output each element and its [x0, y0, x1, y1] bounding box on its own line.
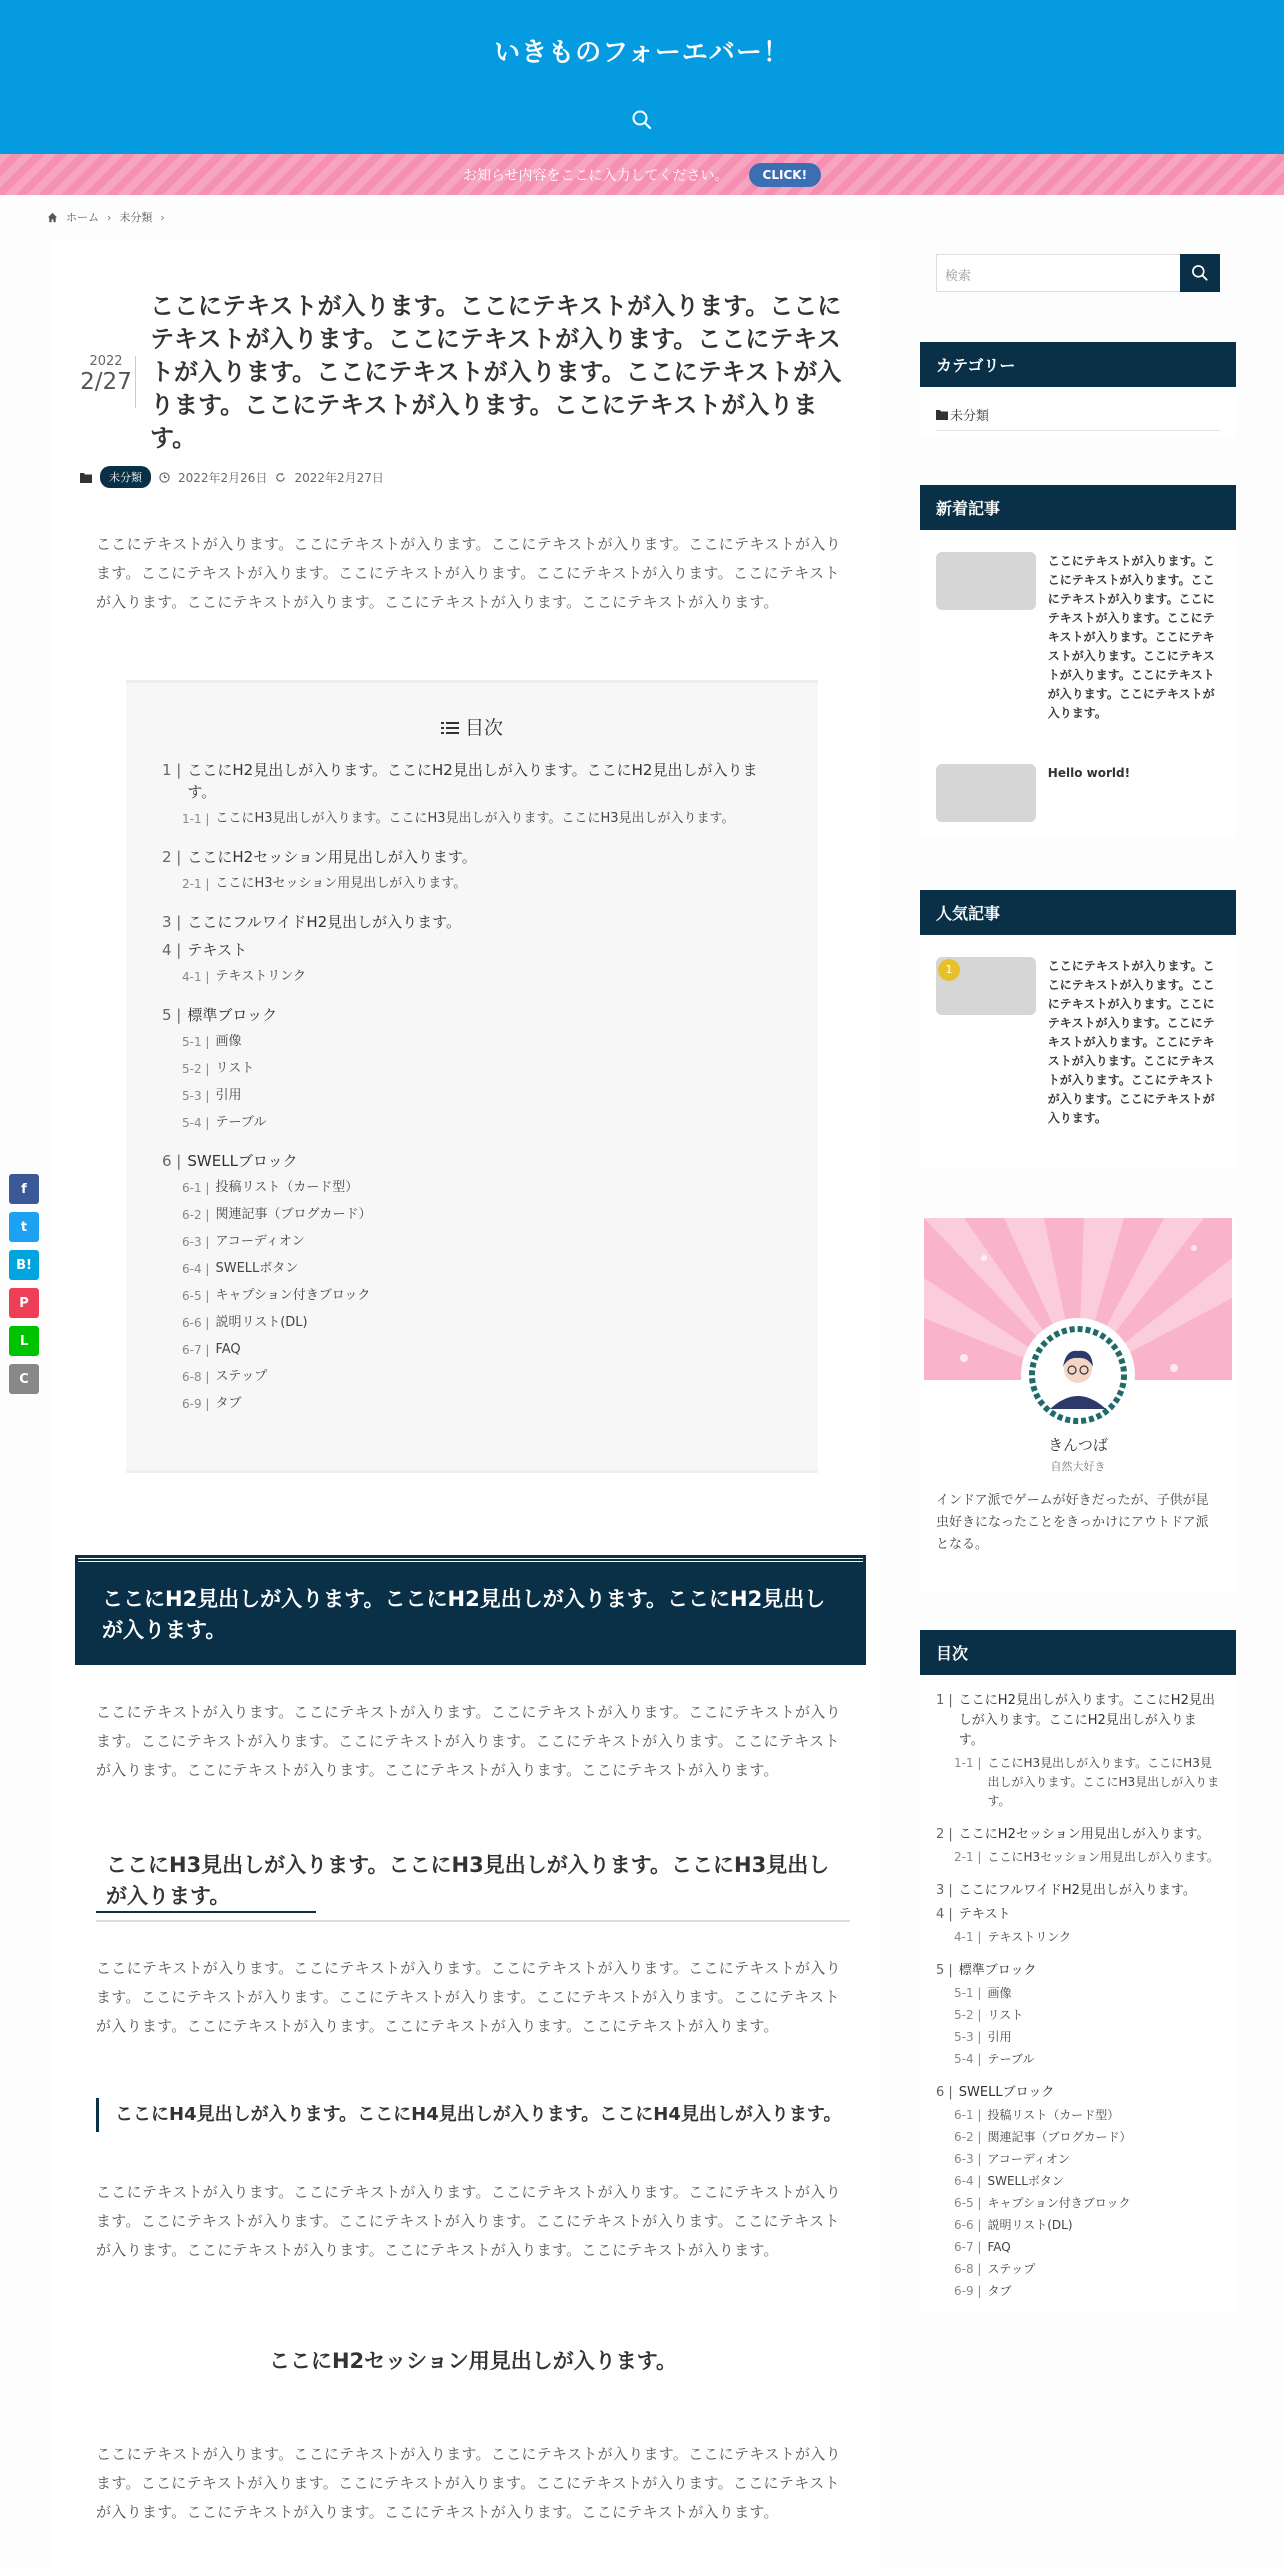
sidebar-toc-number: 1 |	[936, 1693, 953, 1708]
sidebar-toc-subitem[interactable]	[954, 2172, 1220, 2191]
category-item[interactable]	[936, 405, 1220, 431]
published-date: 2022年2月26日	[178, 470, 268, 485]
facebook-icon[interactable]: f	[9, 1174, 39, 1204]
toc-subitem-number: 2-1 |	[182, 877, 210, 891]
sidebar-toc-subnumber: 6-4 |	[954, 2174, 982, 2188]
post-item-title: Hello world!	[1047, 766, 1131, 780]
rank-badge: 1	[938, 959, 960, 981]
sidebar-toc-sublabel: アコーディオン	[987, 2152, 1070, 2166]
toc-item-label: 標準ブロック	[187, 1006, 278, 1024]
paragraph: ここにテキストが入ります。ここにテキストが入ります。ここにテキストが入ります。ここにテキストが入ります。ここにテキストが入ります。ここにテキストが入ります。ここにテキストが入ります。ここにテキストが入ります。ここにテキストが入ります。ここにテキストが入ります。ここにテキストが入ります。	[96, 1703, 841, 1779]
toc-item-label: SWELLブロック	[187, 1152, 298, 1170]
sidebar-toc-subnumber: 1-1 |	[954, 1756, 982, 1770]
new-posts-title: 新着記事	[920, 485, 1236, 530]
avatar-icon	[1028, 1325, 1128, 1425]
list-icon	[441, 721, 459, 735]
post-item-title: ここにテキストが入ります。ここにテキストが入ります。ここにテキストが入ります。ここにテキストが入ります。ここにテキストが入ります。ここにテキストが入ります。ここにテキストが入ります。ここにテキストが入ります。ここにテキストが入ります。	[1047, 554, 1215, 720]
toc-subitem[interactable]	[182, 808, 782, 830]
toc-subitem-label: アコーディオン	[215, 1234, 305, 1249]
sidebar-toc-subitem[interactable]	[954, 2106, 1220, 2125]
toc-subitem-number: 5-4 |	[182, 1116, 210, 1130]
sidebar-toc-sublabel: タブ	[987, 2284, 1012, 2298]
line-icon[interactable]: L	[9, 1326, 39, 1356]
sidebar-toc-number: 2 |	[936, 1827, 953, 1842]
notice-bar	[0, 154, 1284, 195]
sidebar-toc-subnumber: 6-7 |	[954, 2240, 982, 2254]
sidebar-toc-subitem[interactable]	[954, 1928, 1220, 1947]
date-year: 2022	[89, 354, 123, 369]
toc-item-label: ここにH2セッション用見出しが入ります。	[187, 848, 477, 866]
chevron-right-icon: ›	[107, 210, 112, 224]
sidebar-toc-subitem[interactable]	[954, 1848, 1220, 1867]
sidebar-toc-subnumber: 6-9 |	[954, 2284, 982, 2298]
sidebar-toc-sublabel: テーブル	[987, 2052, 1035, 2066]
post-meta	[80, 466, 384, 488]
sidebar-toc-subnumber: 6-2 |	[954, 2130, 982, 2144]
toc-title-text: 目次	[464, 717, 503, 739]
sidebar-toc-title: 目次	[920, 1630, 1236, 1675]
home-icon	[47, 212, 58, 223]
toc-item-number: 1 |	[162, 761, 182, 779]
toc-subitem-label: 投稿リスト（カード型）	[215, 1180, 359, 1195]
main-content	[50, 240, 879, 2568]
toc-subitem-number: 6-4 |	[182, 1262, 210, 1276]
sidebar-toc-subitem[interactable]	[954, 2006, 1220, 2025]
site-title[interactable]: いきものフォーエバー！	[494, 38, 790, 68]
paragraph: ここにテキストが入ります。ここにテキストが入ります。ここにテキストが入ります。ここにテキストが入ります。ここにテキストが入ります。ここにテキストが入ります。ここにテキストが入ります。ここにテキストが入ります。ここにテキストが入ります。ここにテキストが入ります。ここにテキストが入ります。	[96, 1959, 841, 2035]
sidebar-toc-subnumber: 6-8 |	[954, 2262, 982, 2276]
toc-subitem-number: 1-1 |	[182, 812, 210, 826]
sidebar-toc-sublabel: テキストリンク	[987, 1930, 1071, 1944]
post-title: ここにテキストが入ります。ここにテキストが入ります。ここにテキストが入ります。ここにテキストが入ります。ここにテキストが入ります。ここにテキストが入ります。ここにテキストが入ります。ここにテキストが入ります。ここにテキストが入ります。	[150, 292, 842, 452]
sidebar-toc-sublabel: 説明リスト(DL)	[987, 2218, 1073, 2232]
sidebar-toc-subnumber: 5-1 |	[954, 1986, 982, 2000]
toc-subitem-label: リスト	[215, 1061, 255, 1076]
toc-item[interactable]	[162, 759, 782, 803]
sidebar-toc-sublabel: ここにH3セッション用見出しが入ります。	[987, 1850, 1219, 1864]
toc-subitem-number: 4-1 |	[182, 970, 210, 984]
toc-subitem-number: 6-3 |	[182, 1235, 210, 1249]
toc-subitem-number: 6-9 |	[182, 1397, 210, 1411]
profile-name: きんつば	[1048, 1436, 1108, 1454]
avatar	[1021, 1318, 1135, 1432]
toc-subitem-number: 6-8 |	[182, 1370, 210, 1384]
sidebar-toc-sublabel: 画像	[987, 1986, 1012, 2000]
sidebar-toc-subnumber: 5-4 |	[954, 2052, 982, 2066]
new-posts-list	[920, 530, 1236, 838]
sidebar-toc-widget	[920, 1630, 1236, 2313]
sidebar-toc-sublabel: ここにH3見出しが入ります。ここにH3見出しが入ります。ここにH3見出しが入ります。	[987, 1756, 1220, 1808]
toc-title	[126, 713, 818, 740]
post-date	[80, 354, 132, 395]
profile-widget	[920, 1218, 1236, 1593]
h3-underline-accent	[96, 1911, 316, 1913]
sidebar-toc-label: 標準ブロック	[958, 1963, 1037, 1978]
toc-subitem-label: 引用	[215, 1088, 242, 1103]
sidebar-toc-number: 6 |	[936, 2085, 953, 2100]
paragraph: ここにテキストが入ります。ここにテキストが入ります。ここにテキストが入ります。ここにテキストが入ります。ここにテキストが入ります。ここにテキストが入ります。ここにテキストが入ります。ここにテキストが入ります。ここにテキストが入ります。ここにテキストが入ります。ここにテキストが入ります。	[96, 2445, 841, 2521]
popular-posts-list	[920, 935, 1236, 1168]
notice-button[interactable]: CLICK!	[749, 163, 822, 187]
sidebar-toc-sublabel: FAQ	[987, 2240, 1011, 2254]
toc-item-number: 3 |	[162, 913, 182, 931]
toc-subitem[interactable]	[182, 1177, 782, 1199]
hatena-icon[interactable]: B!	[9, 1250, 39, 1280]
toc-subitem[interactable]	[182, 1339, 782, 1361]
sidebar-toc-subitem[interactable]	[954, 2150, 1220, 2169]
sidebar-toc-subnumber: 5-2 |	[954, 2008, 982, 2022]
sidebar-toc-subnumber: 5-3 |	[954, 2030, 982, 2044]
toc-subitem-label: キャプション付きブロック	[215, 1288, 371, 1303]
copy-icon[interactable]: C	[9, 1364, 39, 1394]
sidebar-toc-subnumber: 6-3 |	[954, 2152, 982, 2166]
sidebar-toc-item[interactable]	[936, 1905, 1220, 1925]
toc-item-label: ここにH2見出しが入ります。ここにH2見出しが入ります。ここにH2見出しが入ります。	[187, 761, 758, 801]
clock-icon	[159, 472, 170, 483]
sidebar-toc-item[interactable]	[936, 1825, 1220, 1845]
toc-item[interactable]	[162, 1004, 782, 1026]
toc-subitem[interactable]	[182, 1231, 782, 1253]
profile-text: インドア派でゲームが好きだったが、子供が昆虫好きになったことをきっかけにアウトドア派となる。	[936, 1493, 1209, 1552]
sidebar-toc-subitem[interactable]	[954, 2194, 1220, 2213]
search-icon[interactable]	[630, 108, 654, 132]
toc-subitem-label: 関連記事（ブログカード）	[215, 1207, 372, 1222]
category-badge[interactable]: 未分類	[100, 466, 151, 488]
toc-subitem-number: 6-6 |	[182, 1316, 210, 1330]
toc-subitem[interactable]	[182, 1031, 782, 1053]
toc-subitem-label: SWELLボタン	[215, 1261, 299, 1276]
breadcrumb-category[interactable]: 未分類	[119, 211, 153, 224]
toc-subitem-number: 6-1 |	[182, 1181, 210, 1195]
category-list	[920, 387, 1236, 437]
h4-heading: ここにH4見出しが入ります。ここにH4見出しが入ります。ここにH4見出しが入ります。	[96, 2098, 850, 2132]
category-widget	[920, 342, 1236, 437]
toc-subitem[interactable]	[182, 1393, 782, 1415]
sidebar-toc-sublabel: キャプション付きブロック	[987, 2196, 1131, 2210]
intro-paragraph: ここにテキストが入ります。ここにテキストが入ります。ここにテキストが入ります。ここにテキストが入ります。ここにテキストが入ります。ここにテキストが入ります。ここにテキストが入ります。ここにテキストが入ります。ここにテキストが入ります。ここにテキストが入ります。ここにテキストが入ります。	[96, 535, 841, 611]
post-list-item[interactable]	[936, 957, 1220, 1128]
toc-subitem-number: 5-3 |	[182, 1089, 210, 1103]
toc-item-number: 6 |	[162, 1152, 182, 1170]
date-month-day: 2/27	[80, 369, 132, 395]
post-thumbnail	[936, 764, 1036, 822]
twitter-icon[interactable]: t	[9, 1212, 39, 1242]
h3-heading: ここにH3見出しが入ります。ここにH3見出しが入ります。ここにH3見出しが入ります。	[96, 1850, 850, 1922]
table-of-contents	[126, 680, 818, 1473]
post-thumbnail	[936, 957, 1036, 1015]
sidebar-toc-subitem[interactable]	[954, 2282, 1220, 2301]
updated-date: 2022年2月27日	[294, 470, 384, 485]
h2-heading: ここにH2見出しが入ります。ここにH2見出しが入ります。ここにH2見出しが入ります。	[78, 1558, 863, 1662]
popular-posts-title: 人気記事	[920, 890, 1236, 935]
refresh-icon	[275, 472, 286, 483]
toc-subitem-label: 説明リスト(DL)	[215, 1315, 308, 1330]
toc-item-label: ここにフルワイドH2見出しが入ります。	[187, 913, 461, 931]
sidebar-toc-label: ここにフルワイドH2見出しが入ります。	[958, 1883, 1196, 1898]
paragraph: ここにテキストが入ります。ここにテキストが入ります。ここにテキストが入ります。ここにテキストが入ります。ここにテキストが入ります。ここにテキストが入ります。ここにテキストが入ります。ここにテキストが入ります。ここにテキストが入ります。ここにテキストが入ります。ここにテキストが入ります。	[96, 2183, 841, 2259]
toc-subitem[interactable]	[182, 1312, 782, 1334]
category-widget-title: カテゴリー	[920, 342, 1236, 387]
toc-subitem-number: 6-7 |	[182, 1343, 210, 1357]
search-input[interactable]: 検索	[936, 254, 1220, 292]
sidebar-toc-subnumber: 4-1 |	[954, 1930, 982, 1944]
profile-subtitle: 自然大好き	[1050, 1460, 1106, 1473]
toc-item[interactable]	[162, 939, 782, 961]
sidebar-toc-subitem[interactable]	[954, 2028, 1220, 2047]
toc-subitem-number: 6-5 |	[182, 1289, 210, 1303]
sidebar-toc-sublabel: 投稿リスト（カード型）	[987, 2108, 1120, 2122]
toc-list	[162, 759, 782, 1415]
notice-text: お知らせ内容をここに入力してください。	[462, 167, 729, 184]
toc-subitem-number: 5-1 |	[182, 1035, 210, 1049]
new-posts-widget	[920, 485, 1236, 838]
h2-section-heading: ここにH2セッション用見出しが入ります。	[268, 2349, 678, 2373]
folder-icon	[936, 409, 948, 420]
toc-subitem[interactable]	[182, 1258, 782, 1280]
sidebar-toc-item[interactable]	[936, 1881, 1220, 1901]
sidebar-toc-subitem[interactable]	[954, 2050, 1220, 2069]
sidebar-toc-number: 4 |	[936, 1907, 953, 1922]
sidebar-toc-list	[920, 1675, 1236, 2313]
folder-icon	[80, 472, 92, 483]
toc-subitem-label: タブ	[215, 1396, 242, 1411]
toc-item-number: 5 |	[162, 1006, 182, 1024]
sidebar-toc-subnumber: 6-6 |	[954, 2218, 982, 2232]
site-header	[0, 0, 1284, 154]
toc-subitem-number: 5-2 |	[182, 1062, 210, 1076]
sidebar-toc-label: SWELLブロック	[958, 2085, 1055, 2100]
breadcrumb-home[interactable]: ホーム	[66, 211, 99, 224]
toc-subitem-label: ステップ	[215, 1369, 268, 1384]
toc-subitem[interactable]	[182, 873, 782, 895]
sidebar	[920, 240, 1236, 2298]
toc-subitem[interactable]	[182, 1058, 782, 1080]
sidebar-toc-label: ここにH2セッション用見出しが入ります。	[958, 1827, 1210, 1842]
toc-item[interactable]	[162, 911, 782, 933]
sidebar-toc-subitem[interactable]	[954, 2216, 1220, 2235]
sidebar-toc-sublabel: SWELLボタン	[987, 2174, 1064, 2188]
sidebar-toc-subnumber: 6-5 |	[954, 2196, 982, 2210]
breadcrumb	[47, 209, 165, 225]
date-divider	[135, 356, 136, 408]
sidebar-toc-subitem[interactable]	[954, 2128, 1220, 2147]
sidebar-toc-subitem[interactable]	[954, 1754, 1220, 1811]
sidebar-toc-item[interactable]	[936, 1691, 1220, 1751]
sidebar-toc-sublabel: 関連記事（ブログカード）	[987, 2130, 1132, 2144]
toc-subitem[interactable]	[182, 1204, 782, 1226]
category-item-label: 未分類	[950, 409, 990, 424]
toc-subitem-label: テーブル	[215, 1115, 267, 1130]
toc-subitem[interactable]	[182, 1085, 782, 1107]
sidebar-toc-item[interactable]	[936, 2083, 1220, 2103]
sidebar-toc-subnumber: 6-1 |	[954, 2108, 982, 2122]
toc-item-number: 2 |	[162, 848, 182, 866]
sidebar-toc-number: 5 |	[936, 1963, 953, 1978]
toc-subitem[interactable]	[182, 1112, 782, 1134]
search-widget	[920, 240, 1236, 310]
post-thumbnail	[936, 552, 1036, 610]
sidebar-toc-sublabel: 引用	[987, 2030, 1012, 2044]
pocket-icon[interactable]: P	[9, 1288, 39, 1318]
sidebar-toc-subnumber: 2-1 |	[954, 1850, 982, 1864]
toc-subitem-label: ここにH3見出しが入ります。ここにH3見出しが入ります。ここにH3見出しが入ります。	[215, 811, 735, 826]
toc-item-number: 4 |	[162, 941, 182, 959]
popular-posts-widget	[920, 890, 1236, 1168]
sidebar-toc-item[interactable]	[936, 1961, 1220, 1981]
sidebar-toc-sublabel: ステップ	[987, 2262, 1036, 2276]
search-submit-button[interactable]	[1180, 254, 1220, 292]
toc-subitem-label: テキストリンク	[215, 969, 306, 984]
post-list-item[interactable]	[936, 552, 1220, 764]
toc-subitem[interactable]	[182, 1366, 782, 1388]
toc-subitem-label: 画像	[215, 1034, 242, 1049]
sidebar-toc-number: 3 |	[936, 1883, 953, 1898]
sidebar-toc-sublabel: リスト	[987, 2008, 1024, 2022]
toc-subitem[interactable]	[182, 1285, 782, 1307]
toc-subitem-label: FAQ	[215, 1342, 241, 1357]
toc-subitem-label: ここにH3セッション用見出しが入ります。	[215, 876, 467, 891]
sidebar-toc-label: テキスト	[958, 1907, 1011, 1922]
toc-item[interactable]	[162, 1150, 782, 1172]
toc-item[interactable]	[162, 846, 782, 868]
toc-subitem[interactable]	[182, 966, 782, 988]
sidebar-toc-label: ここにH2見出しが入ります。ここにH2見出しが入ります。ここにH2見出しが入ります。	[958, 1693, 1215, 1748]
post-item-title: ここにテキストが入ります。ここにテキストが入ります。ここにテキストが入ります。ここにテキストが入ります。ここにテキストが入ります。ここにテキストが入ります。ここにテキストが入ります。ここにテキストが入ります。ここにテキストが入ります。	[1047, 959, 1215, 1125]
sidebar-toc-subitem[interactable]	[954, 2238, 1220, 2257]
search-icon	[1190, 263, 1210, 283]
chevron-right-icon: ›	[160, 210, 165, 224]
toc-item-label: テキスト	[187, 941, 248, 959]
sidebar-toc-subitem[interactable]	[954, 2260, 1220, 2279]
toc-subitem-number: 6-2 |	[182, 1208, 210, 1222]
post-list-item[interactable]	[936, 764, 1220, 822]
sidebar-toc-subitem[interactable]	[954, 1984, 1220, 2003]
